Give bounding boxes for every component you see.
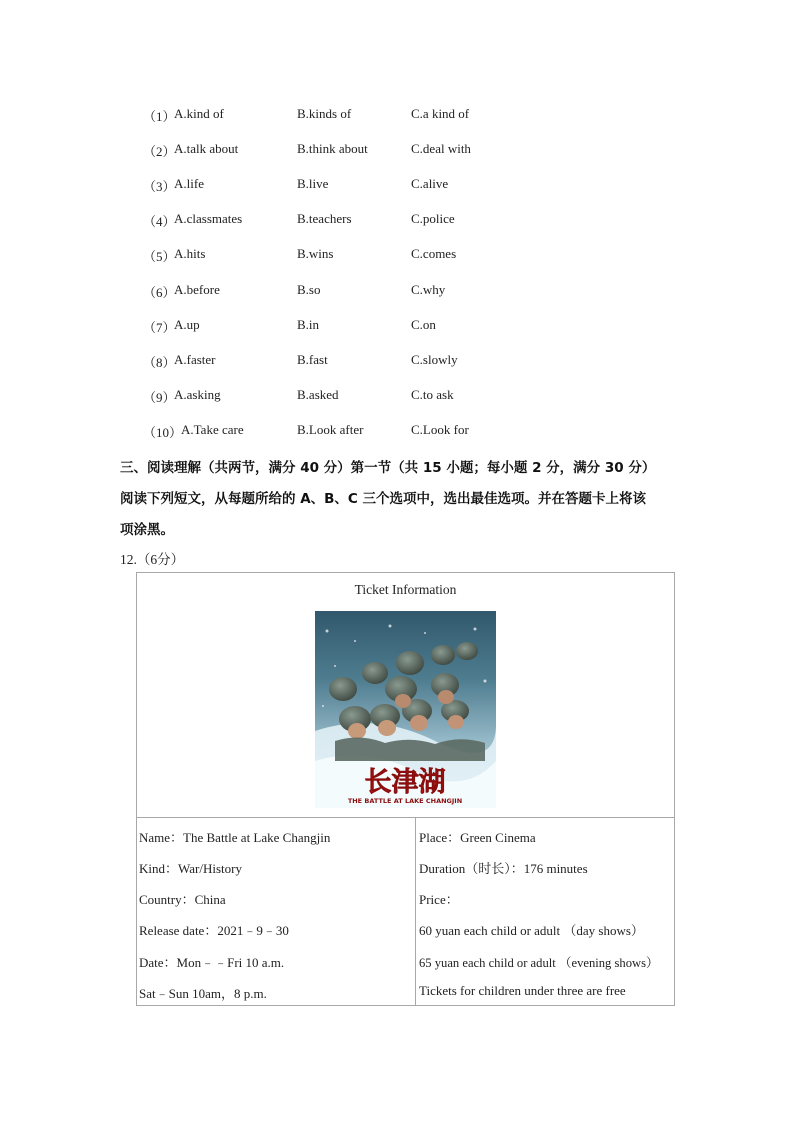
option-row — [0, 317, 794, 337]
option-num: （3） — [143, 179, 176, 194]
option-b: B.fast — [297, 352, 328, 367]
option-b: B.asked — [297, 387, 339, 402]
ticket-title: Ticket Information — [354, 582, 457, 597]
ticket-country: Country：China — [139, 892, 226, 907]
option-c: C.deal with — [411, 141, 471, 156]
option-c: C.police — [411, 211, 455, 226]
option-b: B.live — [297, 176, 329, 191]
ticket-price-day: 60 yuan each child or adult （day shows） — [419, 923, 644, 938]
option-a-text: A.classmates — [174, 211, 243, 226]
option-b: B.teachers — [297, 211, 352, 226]
option-a-text: A.life — [174, 176, 204, 191]
option-c: C.alive — [411, 176, 449, 191]
option-num: （6） — [143, 285, 176, 300]
section-heading-line-3: 项涂黑。 — [120, 522, 174, 538]
ticket-release-date: Release date：2021﹣9﹣30 — [139, 923, 289, 938]
option-row — [0, 282, 794, 302]
option-num: （10） — [143, 425, 183, 440]
movie-poster — [315, 611, 496, 808]
ticket-kind: Kind：War/History — [139, 861, 242, 876]
option-row — [0, 141, 794, 161]
question-number: 12.（6分） — [120, 552, 185, 567]
option-a: （1） — [143, 109, 176, 124]
option-a-text: A.faster — [174, 352, 216, 367]
table-divider-horizontal — [137, 817, 674, 818]
option-a-text: A.Take care — [181, 422, 244, 437]
ticket-date-weekend: Sat﹣Sun 10am，8 p.m. — [139, 986, 267, 1001]
option-b: B.so — [297, 282, 321, 297]
option-b: B.kinds of — [297, 106, 352, 121]
option-num: （2） — [143, 144, 176, 159]
ticket-free-note: Tickets for children under three are free — [419, 983, 626, 998]
option-row — [0, 106, 794, 126]
option-row — [0, 422, 794, 442]
option-c: C.slowly — [411, 352, 458, 367]
option-a-text: A.talk about — [174, 141, 239, 156]
table-divider-vertical — [415, 817, 416, 1005]
option-b: B.wins — [297, 246, 334, 261]
option-num: （7） — [143, 320, 176, 335]
option-row — [0, 387, 794, 407]
option-a-text: A.kind of — [174, 106, 224, 121]
option-c: C.Look for — [411, 422, 469, 437]
ticket-date-weekday: Date：Mon﹣﹣Fri 10 a.m. — [139, 955, 285, 970]
ticket-info-table — [136, 572, 675, 1006]
option-row — [0, 211, 794, 231]
section-heading-line-2: 阅读下列短文，从每题所给的 A、B、C 三个选项中，选出最佳选项。并在答题卡上将该 — [120, 491, 647, 507]
option-c: C.a kind of — [411, 106, 470, 121]
ticket-name: Name：The Battle at Lake Changjin — [139, 830, 331, 845]
option-num: （5） — [143, 249, 176, 264]
option-b: B.in — [297, 317, 320, 332]
option-a-text: A.hits — [174, 246, 206, 261]
option-a-text: A.before — [174, 282, 220, 297]
ticket-place: Place：Green Cinema — [419, 830, 536, 845]
poster-subtitle: THE BATTLE AT LAKE CHANGJIN — [347, 797, 463, 805]
option-num: （4） — [143, 214, 176, 229]
poster-title-logo: 长津湖 — [364, 767, 446, 798]
option-row — [0, 176, 794, 196]
option-b: B.Look after — [297, 422, 364, 437]
option-row — [0, 352, 794, 372]
option-a-text: A.asking — [174, 387, 221, 402]
option-c: C.on — [411, 317, 436, 332]
option-num: （9） — [143, 390, 176, 405]
option-c: C.why — [411, 282, 446, 297]
option-c: C.to ask — [411, 387, 454, 402]
ticket-duration: Duration（时长）：176 minutes — [419, 861, 588, 876]
ticket-price-evening: 65 yuan each child or adult （evening shows） — [419, 956, 659, 970]
movie-poster-image — [315, 611, 496, 808]
option-row — [0, 246, 794, 266]
option-b: B.think about — [297, 141, 368, 156]
option-c: C.comes — [411, 246, 457, 261]
option-num: （8） — [143, 355, 176, 370]
section-heading-line-1: 三、阅读理解（共两节，满分 40 分）第一节（共 15 小题；每小题 2 分，满分 30 分） — [120, 460, 656, 476]
option-a-text: A.up — [174, 317, 200, 332]
ticket-price-label: Price： — [419, 892, 459, 907]
